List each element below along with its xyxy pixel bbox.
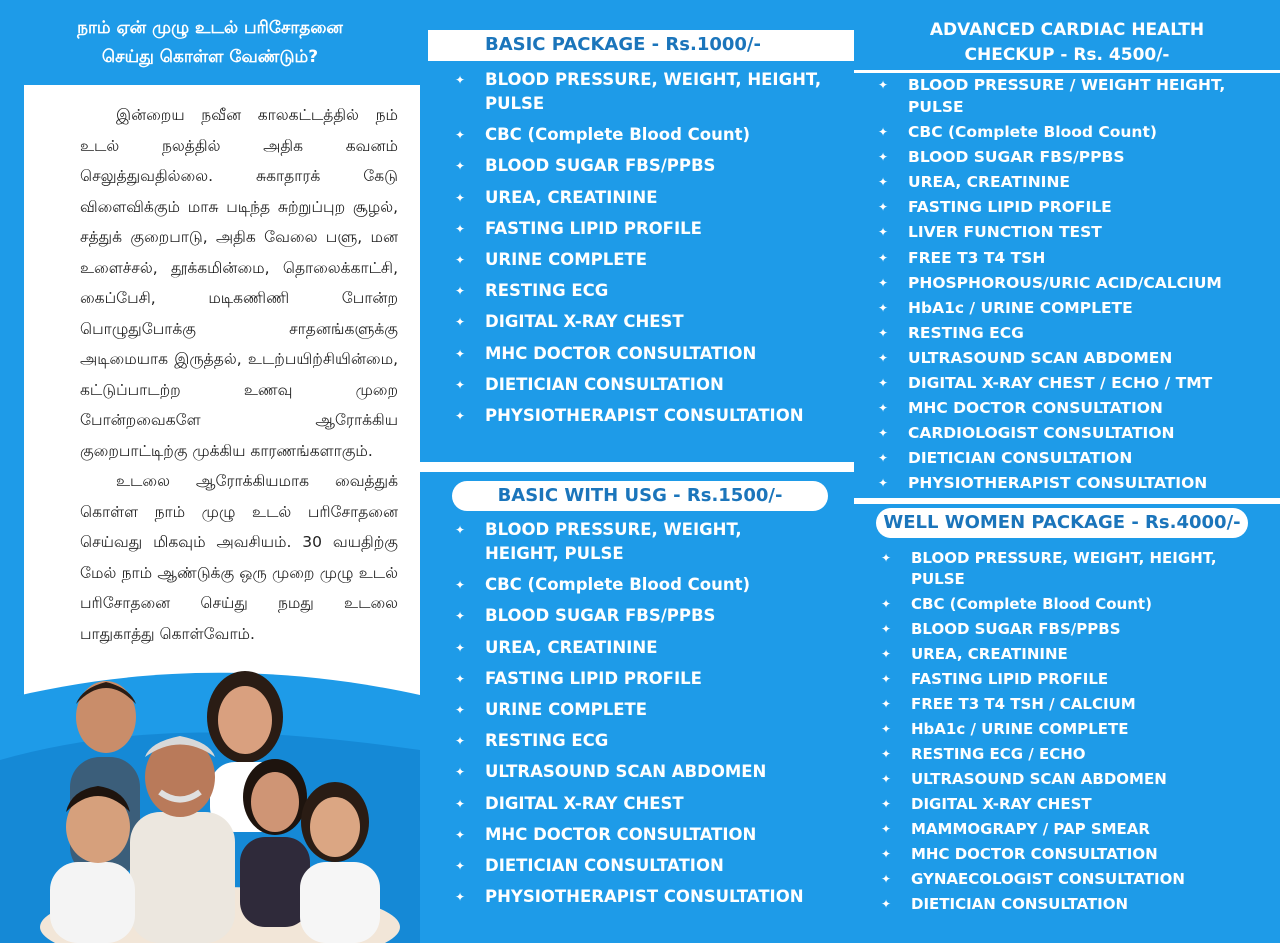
list-item-text: MAMMOGRAPY / PAP SMEAR	[911, 820, 1150, 838]
intro-panel	[0, 0, 420, 943]
sparkle-bullet-icon: ✦	[878, 78, 889, 92]
list-item-text: FASTING LIPID PROFILE	[908, 198, 1112, 217]
intro-title-line1: நாம் ஏன் முழு உடல் பரிசோதனை	[77, 18, 343, 38]
list-item-text: RESTING ECG	[908, 323, 1024, 342]
basic-usg-list	[455, 518, 845, 916]
intro-paragraph-2: உடலை ஆரோக்கியமாக வைத்துக் கொள்ள நாம் முழு உடல் பரிசோதனை செய்வது மிகவும் அவசியம். 30 வயதிற்கு மேல் நாம் ஆண்டுக்கு ஒரு முறை முழு உடல் பரிசோதனை செய்து நமது உடலை பாதுகாத்து கொள்வோம்.	[80, 472, 398, 643]
list-item	[878, 74, 1274, 118]
list-item-text: PHOSPHOROUS/URIC ACID/CALCIUM	[908, 273, 1222, 292]
list-item	[878, 171, 1274, 193]
list-item-text: RESTING ECG	[485, 281, 609, 301]
intro-body	[80, 100, 398, 649]
list-item	[455, 518, 845, 566]
sparkle-bullet-icon: ✦	[455, 377, 466, 392]
cardiac-list	[878, 74, 1274, 498]
list-item-text: HEIGHT, PULSE	[485, 544, 624, 563]
list-item-text: UREA, CREATININE	[911, 645, 1068, 663]
list-item-text: DIETICIAN CONSULTATION	[908, 449, 1133, 468]
list-item	[455, 217, 845, 241]
list-item	[881, 694, 1277, 715]
list-item-text: FASTING LIPID PROFILE	[485, 668, 702, 688]
list-item-text: LIVER FUNCTION TEST	[908, 223, 1102, 242]
list-item	[455, 186, 845, 210]
sparkle-bullet-icon: ✦	[881, 647, 892, 661]
sparkle-bullet-icon: ✦	[455, 128, 466, 143]
list-item	[878, 472, 1274, 494]
list-item	[878, 121, 1274, 143]
sparkle-bullet-icon: ✦	[878, 350, 889, 365]
sparkle-bullet-icon: ✦	[455, 284, 466, 299]
list-item-text: BLOOD SUGAR FBS/PPBS	[911, 620, 1121, 638]
list-item-text: BLOOD PRESSURE, WEIGHT, HEIGHT,	[911, 549, 1217, 567]
list-item-text: FREE T3 T4 TSH / CALCIUM	[911, 695, 1136, 713]
list-item-text: UREA, CREATININE	[485, 187, 658, 207]
sparkle-bullet-icon: ✦	[878, 401, 889, 416]
list-item-text: PHYSIOTHERAPIST CONSULTATION	[485, 887, 804, 907]
list-item-text: BLOOD PRESSURE / WEIGHT HEIGHT,	[908, 76, 1226, 94]
list-item-text: DIETICIAN CONSULTATION	[911, 895, 1129, 913]
sparkle-bullet-icon: ✦	[455, 858, 466, 873]
sparkle-bullet-icon: ✦	[878, 426, 889, 441]
sparkle-bullet-icon: ✦	[455, 408, 466, 423]
sparkle-bullet-icon: ✦	[455, 346, 466, 361]
sparkle-bullet-icon: ✦	[878, 150, 889, 165]
list-item	[881, 894, 1277, 915]
sparkle-bullet-icon: ✦	[455, 640, 466, 655]
list-item-text: ULTRASOUND SCAN ABDOMEN	[911, 770, 1167, 788]
list-item	[878, 322, 1274, 344]
list-item-text: UREA, CREATININE	[485, 637, 658, 657]
list-item-text: HbA1c / URINE COMPLETE	[911, 720, 1129, 738]
person-grandfather	[130, 736, 235, 943]
list-item	[878, 196, 1274, 218]
list-item-text: CBC (Complete Blood Count)	[908, 123, 1157, 142]
cardiac-title-line2: CHECKUP - Rs. 4500/-	[964, 45, 1170, 65]
well-women-title: WELL WOMEN PACKAGE - Rs.4000/-	[876, 508, 1248, 538]
sparkle-bullet-icon: ✦	[455, 221, 466, 236]
sparkle-bullet-icon: ✦	[881, 797, 892, 811]
list-item-text: FASTING LIPID PROFILE	[485, 218, 702, 238]
list-item-text: CBC (Complete Blood Count)	[485, 125, 751, 145]
sparkle-bullet-icon: ✦	[455, 315, 466, 330]
sparkle-bullet-icon: ✦	[455, 796, 466, 811]
list-item	[881, 744, 1277, 765]
sparkle-bullet-icon: ✦	[455, 671, 466, 686]
list-item-text: BLOOD PRESSURE, WEIGHT, HEIGHT,	[485, 70, 822, 89]
cardiac-title-line1: ADVANCED CARDIAC HEALTH	[929, 20, 1205, 40]
sparkle-bullet-icon: ✦	[878, 451, 889, 466]
basic-packages-panel	[420, 0, 854, 943]
sparkle-bullet-icon: ✦	[455, 890, 466, 905]
list-item-text: MHC DOCTOR CONSULTATION	[908, 399, 1163, 418]
list-item	[455, 729, 845, 753]
sparkle-bullet-icon: ✦	[881, 847, 892, 861]
list-item	[455, 248, 845, 272]
list-item-text: ULTRASOUND SCAN ABDOMEN	[485, 762, 767, 782]
list-item-text: DIGITAL X-RAY CHEST	[485, 312, 684, 332]
cardiac-title	[854, 18, 1280, 68]
intro-title	[0, 14, 420, 72]
list-item	[881, 769, 1277, 790]
sparkle-bullet-icon: ✦	[881, 822, 892, 836]
list-item	[455, 667, 845, 691]
sparkle-bullet-icon: ✦	[881, 872, 892, 886]
list-item-text: DIETICIAN CONSULTATION	[485, 374, 724, 394]
sparkle-bullet-icon: ✦	[455, 827, 466, 842]
sparkle-bullet-icon: ✦	[881, 747, 892, 761]
sparkle-bullet-icon: ✦	[878, 125, 889, 140]
list-item-text: MHC DOCTOR CONSULTATION	[911, 845, 1158, 863]
intro-title-line2: செய்து கொள்ள வேண்டும்?	[101, 47, 319, 67]
list-item-text: UREA, CREATININE	[908, 173, 1071, 192]
list-item	[881, 619, 1277, 640]
list-item-text: URINE COMPLETE	[485, 699, 648, 719]
list-item	[455, 573, 845, 597]
list-item	[455, 123, 845, 147]
list-item-text: DIETICIAN CONSULTATION	[485, 855, 724, 875]
sparkle-bullet-icon: ✦	[878, 175, 889, 190]
person-girl	[300, 782, 380, 943]
sparkle-bullet-icon: ✦	[878, 275, 889, 290]
list-item	[455, 854, 845, 878]
list-item-text: CARDIOLOGIST CONSULTATION	[908, 424, 1175, 443]
list-item	[455, 604, 845, 628]
sparkle-bullet-icon: ✦	[878, 476, 889, 491]
list-item	[878, 397, 1274, 419]
sparkle-bullet-icon: ✦	[878, 250, 889, 265]
list-item-text: MHC DOCTOR CONSULTATION	[485, 343, 757, 363]
list-item-text: PHYSIOTHERAPIST CONSULTATION	[485, 405, 804, 425]
sparkle-bullet-icon: ✦	[878, 376, 889, 391]
sparkle-bullet-icon: ✦	[455, 73, 466, 87]
list-item	[881, 819, 1277, 840]
list-item	[881, 794, 1277, 815]
sparkle-bullet-icon: ✦	[455, 159, 466, 174]
list-item	[455, 68, 845, 116]
sparkle-bullet-icon: ✦	[455, 252, 466, 267]
list-item	[878, 297, 1274, 319]
sparkle-bullet-icon: ✦	[455, 578, 466, 593]
list-item	[455, 792, 845, 816]
sparkle-bullet-icon: ✦	[455, 734, 466, 749]
list-item	[455, 823, 845, 847]
sparkle-bullet-icon: ✦	[881, 722, 892, 736]
list-item-text: PULSE	[485, 94, 545, 113]
list-item-text: DIGITAL X-RAY CHEST	[485, 793, 684, 813]
basic-usg-title: BASIC WITH USG - Rs.1500/-	[452, 481, 828, 511]
list-item	[878, 422, 1274, 444]
list-item	[455, 310, 845, 334]
cardiac-top-line	[854, 70, 1280, 73]
list-item	[455, 760, 845, 784]
list-item-text: BLOOD SUGAR FBS/PPBS	[485, 156, 716, 176]
family-photo-illustration	[30, 662, 405, 943]
list-item	[878, 447, 1274, 469]
list-item	[881, 669, 1277, 690]
list-item-text: BLOOD SUGAR FBS/PPBS	[485, 606, 716, 626]
list-item	[881, 548, 1277, 590]
sparkle-bullet-icon: ✦	[881, 597, 892, 611]
list-item	[455, 373, 845, 397]
list-item-text: GYNAECOLOGIST CONSULTATION	[911, 870, 1185, 888]
list-item	[881, 869, 1277, 890]
list-item	[455, 885, 845, 909]
list-item-text: MHC DOCTOR CONSULTATION	[485, 824, 757, 844]
sparkle-bullet-icon: ✦	[878, 200, 889, 215]
list-item-text: DIGITAL X-RAY CHEST	[911, 795, 1092, 813]
list-item-text: CBC (Complete Blood Count)	[485, 575, 751, 595]
sparkle-bullet-icon: ✦	[881, 622, 892, 636]
list-item	[878, 372, 1274, 394]
sparkle-bullet-icon: ✦	[455, 523, 466, 537]
list-item-text: FREE T3 T4 TSH	[908, 248, 1046, 267]
list-item	[455, 404, 845, 428]
list-item-text: PHYSIOTHERAPIST CONSULTATION	[908, 474, 1208, 493]
person-woman-2	[240, 759, 310, 927]
list-item-text: PULSE	[908, 98, 964, 116]
basic-package-title: BASIC PACKAGE - Rs.1000/-	[428, 30, 854, 61]
list-item	[881, 644, 1277, 665]
list-item	[455, 698, 845, 722]
panel3-divider	[854, 498, 1280, 504]
list-item-text: FASTING LIPID PROFILE	[911, 670, 1109, 688]
list-item-text: RESTING ECG / ECHO	[911, 745, 1086, 763]
sparkle-bullet-icon: ✦	[881, 772, 892, 786]
list-item-text: URINE COMPLETE	[485, 249, 648, 269]
list-item	[878, 347, 1274, 369]
list-item	[878, 221, 1274, 243]
sparkle-bullet-icon: ✦	[455, 765, 466, 780]
sparkle-bullet-icon: ✦	[455, 190, 466, 205]
well-women-list	[881, 548, 1277, 919]
sparkle-bullet-icon: ✦	[878, 300, 889, 315]
intro-paragraph-1: இன்றைய நவீன காலகட்டத்தில் நம் உடல் நலத்தில் அதிக கவனம் செலுத்துவதில்லை. சுகாதாரக் கேடு விளைவிக்கும் மாசு படிந்த சுற்றுப்புற சூழல், சத்துக் குறைபாடு, அதிக வேலை பளு, மன உளைச்சல், தூக்கமின்மை, தொலைக்காட்சி, கைப்பேசி, மடிகணிணி போன்ற பொழுதுபோக்கு சாதனங்களுக்கு அடிமையாக இருத்தல், உடற்பயிற்சியின்மை, கட்டுப்பாடற்ற உணவு முறை போன்றவைகளே ஆரோக்கிய குறைபாட்டிற்கு முக்கிய காரணங்களாகும்.	[80, 106, 398, 460]
list-item	[881, 719, 1277, 740]
list-item-text: BLOOD SUGAR FBS/PPBS	[908, 148, 1125, 167]
sparkle-bullet-icon: ✦	[881, 672, 892, 686]
list-item	[455, 636, 845, 660]
advanced-packages-panel	[854, 0, 1280, 943]
list-item	[878, 146, 1274, 168]
sparkle-bullet-icon: ✦	[455, 609, 466, 624]
list-item-text: HbA1c / URINE COMPLETE	[908, 298, 1133, 317]
list-item	[455, 279, 845, 303]
sparkle-bullet-icon: ✦	[455, 702, 466, 717]
list-item	[455, 154, 845, 178]
list-item-text: ULTRASOUND SCAN ABDOMEN	[908, 348, 1173, 367]
list-item	[455, 342, 845, 366]
list-item-text: DIGITAL X-RAY CHEST / ECHO / TMT	[908, 374, 1213, 393]
list-item-text: RESTING ECG	[485, 731, 609, 751]
list-item	[878, 247, 1274, 269]
sparkle-bullet-icon: ✦	[881, 551, 892, 565]
sparkle-bullet-icon: ✦	[881, 897, 892, 911]
sparkle-bullet-icon: ✦	[878, 325, 889, 340]
panel-divider	[420, 462, 854, 472]
list-item-text: BLOOD PRESSURE, WEIGHT,	[485, 520, 742, 539]
list-item	[881, 844, 1277, 865]
list-item	[881, 594, 1277, 615]
list-item-text: CBC (Complete Blood Count)	[911, 595, 1152, 613]
sparkle-bullet-icon: ✦	[881, 697, 892, 711]
list-item-text: PULSE	[911, 570, 965, 588]
sparkle-bullet-icon: ✦	[878, 225, 889, 240]
basic-package-list	[455, 68, 845, 435]
list-item	[878, 272, 1274, 294]
